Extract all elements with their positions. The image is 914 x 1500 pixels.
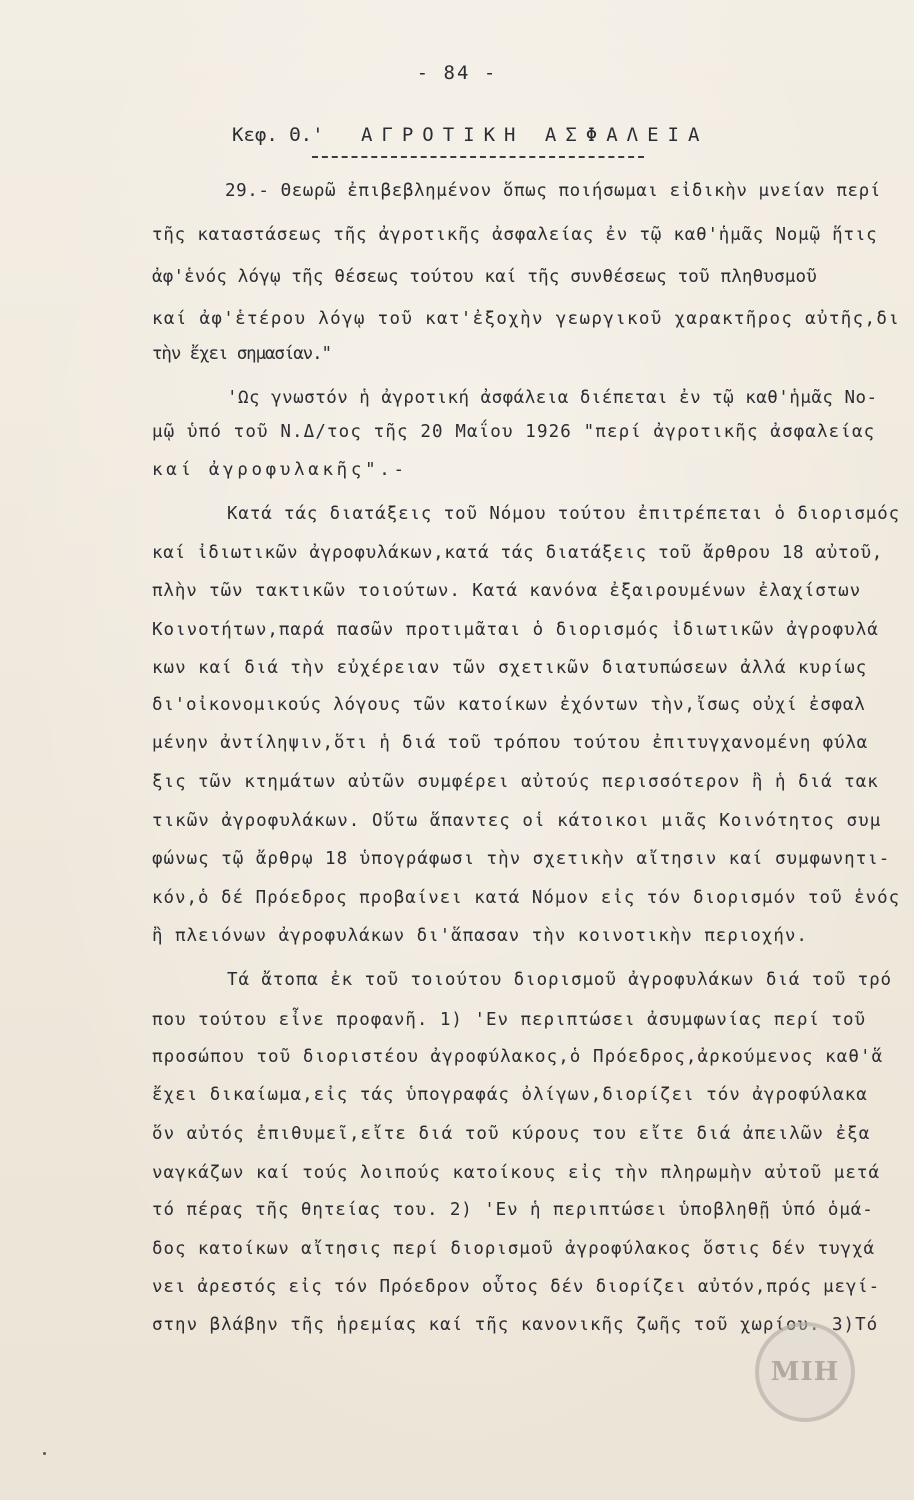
text-line: Κατά τάς διατάξεις τοῦ Νόμου τούτου ἐπιτρέπεται ὁ διορισμός	[227, 504, 901, 524]
text-line: 'Ως γνωστόν ἡ ἀγροτική ἀσφάλεια διέπεται ἐν τῷ καθ'ἡμᾶς Νο-	[227, 388, 878, 408]
text-line: ξις τῶν κτημάτων αὐτῶν συμφέρει αὐτούς περισσότερον ἢ ἡ διά τακ	[152, 772, 879, 792]
text-line: ἢ πλειόνων ἀγροφυλάκων δι'ἅπασαν τὴν κοινοτικὴν περιοχήν.	[152, 926, 808, 946]
text-line: ἀφ'ἑνός λόγῳ τῆς θέσεως τούτου καί τῆς συνθέσεως τοῦ πληθυσμοῦ	[152, 267, 818, 287]
text-line: δι'οἰκονομικούς λόγους τῶν κατοίκων ἐχόντων τὴν,ἴσως οὐχί ἐσφαλ	[152, 695, 866, 715]
chapter-label: Κεφ. Θ.'	[232, 124, 324, 146]
text-line: προσώπου τοῦ διοριστέου ἀγροφύλακος,ὁ Πρόεδρος,ἀρκούμενος καθ'ἅ	[152, 1047, 884, 1067]
text-line: τό πέρας τῆς θητείας του. 2) 'Εν ἡ περιπτώσει ὑποβληθῇ ὑπό ὁμά-	[152, 1200, 874, 1220]
text-line: φώνως τῷ ἄρθρῳ 18 ὑπογράφωσι τὴν σχετικὴν αἴτησιν καί συμφωνητι-	[152, 849, 891, 869]
text-line: 29.- Θεωρῶ ἐπιβεβλημένον ὅπως ποιήσωμαι εἰδικὴν μνείαν περί	[225, 181, 881, 201]
text-line: στην βλάβην τῆς ἡρεμίας καί τῆς κανονικῆς ζωῆς τοῦ χωρίου. 3)Τό	[152, 1315, 879, 1335]
heading-underline	[312, 156, 644, 158]
stamp-text: ΜΙΗ	[770, 1357, 840, 1387]
text-line: ναγκάζων καί τούς λοιπούς κατοίκους εἰς τὴν πληρωμὴν αὐτοῦ μετά	[152, 1163, 881, 1183]
margin-mark	[43, 1452, 46, 1455]
text-line: μῷ ὑπό τοῦ Ν.Δ/τος τῆς 20 Μαΐου 1926 "περί ἀγροτικῆς ἀσφαλείας	[152, 422, 876, 442]
text-line: Τά ἄτοπα ἐκ τοῦ τοιούτου διορισμοῦ ἀγροφυλάκων διά τοῦ τρό	[227, 970, 893, 990]
text-line: πλὴν τῶν τακτικῶν τοιούτων. Κατά κανόνα ἐξαιρουμένων ἐλαχίστων	[152, 581, 862, 601]
text-line: καί ἀγροφυλακῆς".-	[152, 460, 408, 480]
text-line: δος κατοίκων αἴτησις περί διορισμοῦ ἀγροφύλακος ὅστις δέν τυγχά	[152, 1239, 875, 1259]
text-line: κόν,ὁ δέ Πρόεδρος προβαίνει κατά Νόμον εἰς τόν διορισμόν τοῦ ἑνός	[152, 888, 901, 908]
chapter-heading	[232, 124, 708, 146]
text-line: τικῶν ἀγροφυλάκων. Οὕτω ἅπαντες οἱ κάτοικοι μιᾶς Κοινότητος συμ	[152, 811, 882, 831]
text-line: κων καί διά τὴν εὐχέρειαν τῶν σχετικῶν διατυπώσεων ἀλλά κυρίως	[152, 658, 868, 678]
chapter-title: ΑΓΡΟΤΙΚΗ ΑΣΦΑΛΕΙΑ	[360, 124, 709, 146]
text-line: που τούτου εἶνε προφανῆ. 1) 'Εν περιπτώσει ἀσυμφωνίας περί τοῦ	[152, 1010, 866, 1030]
text-line: ἔχει δικαίωμα,εἰς τάς ὑπογραφάς ὀλίγων,διορίζει τόν ἀγροφύλακα	[152, 1085, 868, 1105]
text-line: νει ἀρεστός εἰς τόν Πρόεδρον οὗτος δέν διορίζει αὐτόν,πρός μεγί-	[152, 1277, 881, 1297]
page-number: - 84 -	[416, 62, 498, 84]
archive-stamp	[755, 1322, 855, 1422]
text-line: Κοινοτήτων,παρά πασῶν προτιμᾶται ὁ διορισμός ἰδιωτικῶν ἀγροφυλά	[152, 620, 879, 640]
text-line: τῆς καταστάσεως τῆς ἀγροτικῆς ἀσφαλείας ἐν τῷ καθ'ἡμᾶς Νομῷ ἥτις	[152, 225, 878, 245]
text-line: καί ἀφ'ἑτέρου λόγῳ τοῦ κατ'ἐξοχὴν γεωργικοῦ χαρακτῆρος αὐτῆς,δι	[152, 309, 901, 329]
text-line: μένην ἀντίληψιν,ὅτι ἡ διά τοῦ τρόπου τούτου ἐπιτυγχανομένη φύλα	[152, 733, 869, 753]
text-line: καί ἰδιωτικῶν ἀγροφυλάκων,κατά τάς διατάξεις τοῦ ἄρθρου 18 αὐτοῦ,	[152, 543, 883, 563]
text-line: τὴν ἔχει σημασίαν."	[152, 344, 331, 364]
text-line: ὅν αὐτός ἐπιθυμεῖ,εἴτε διά τοῦ κύρους του εἴτε διά ἀπειλῶν ἐξα	[152, 1124, 871, 1144]
